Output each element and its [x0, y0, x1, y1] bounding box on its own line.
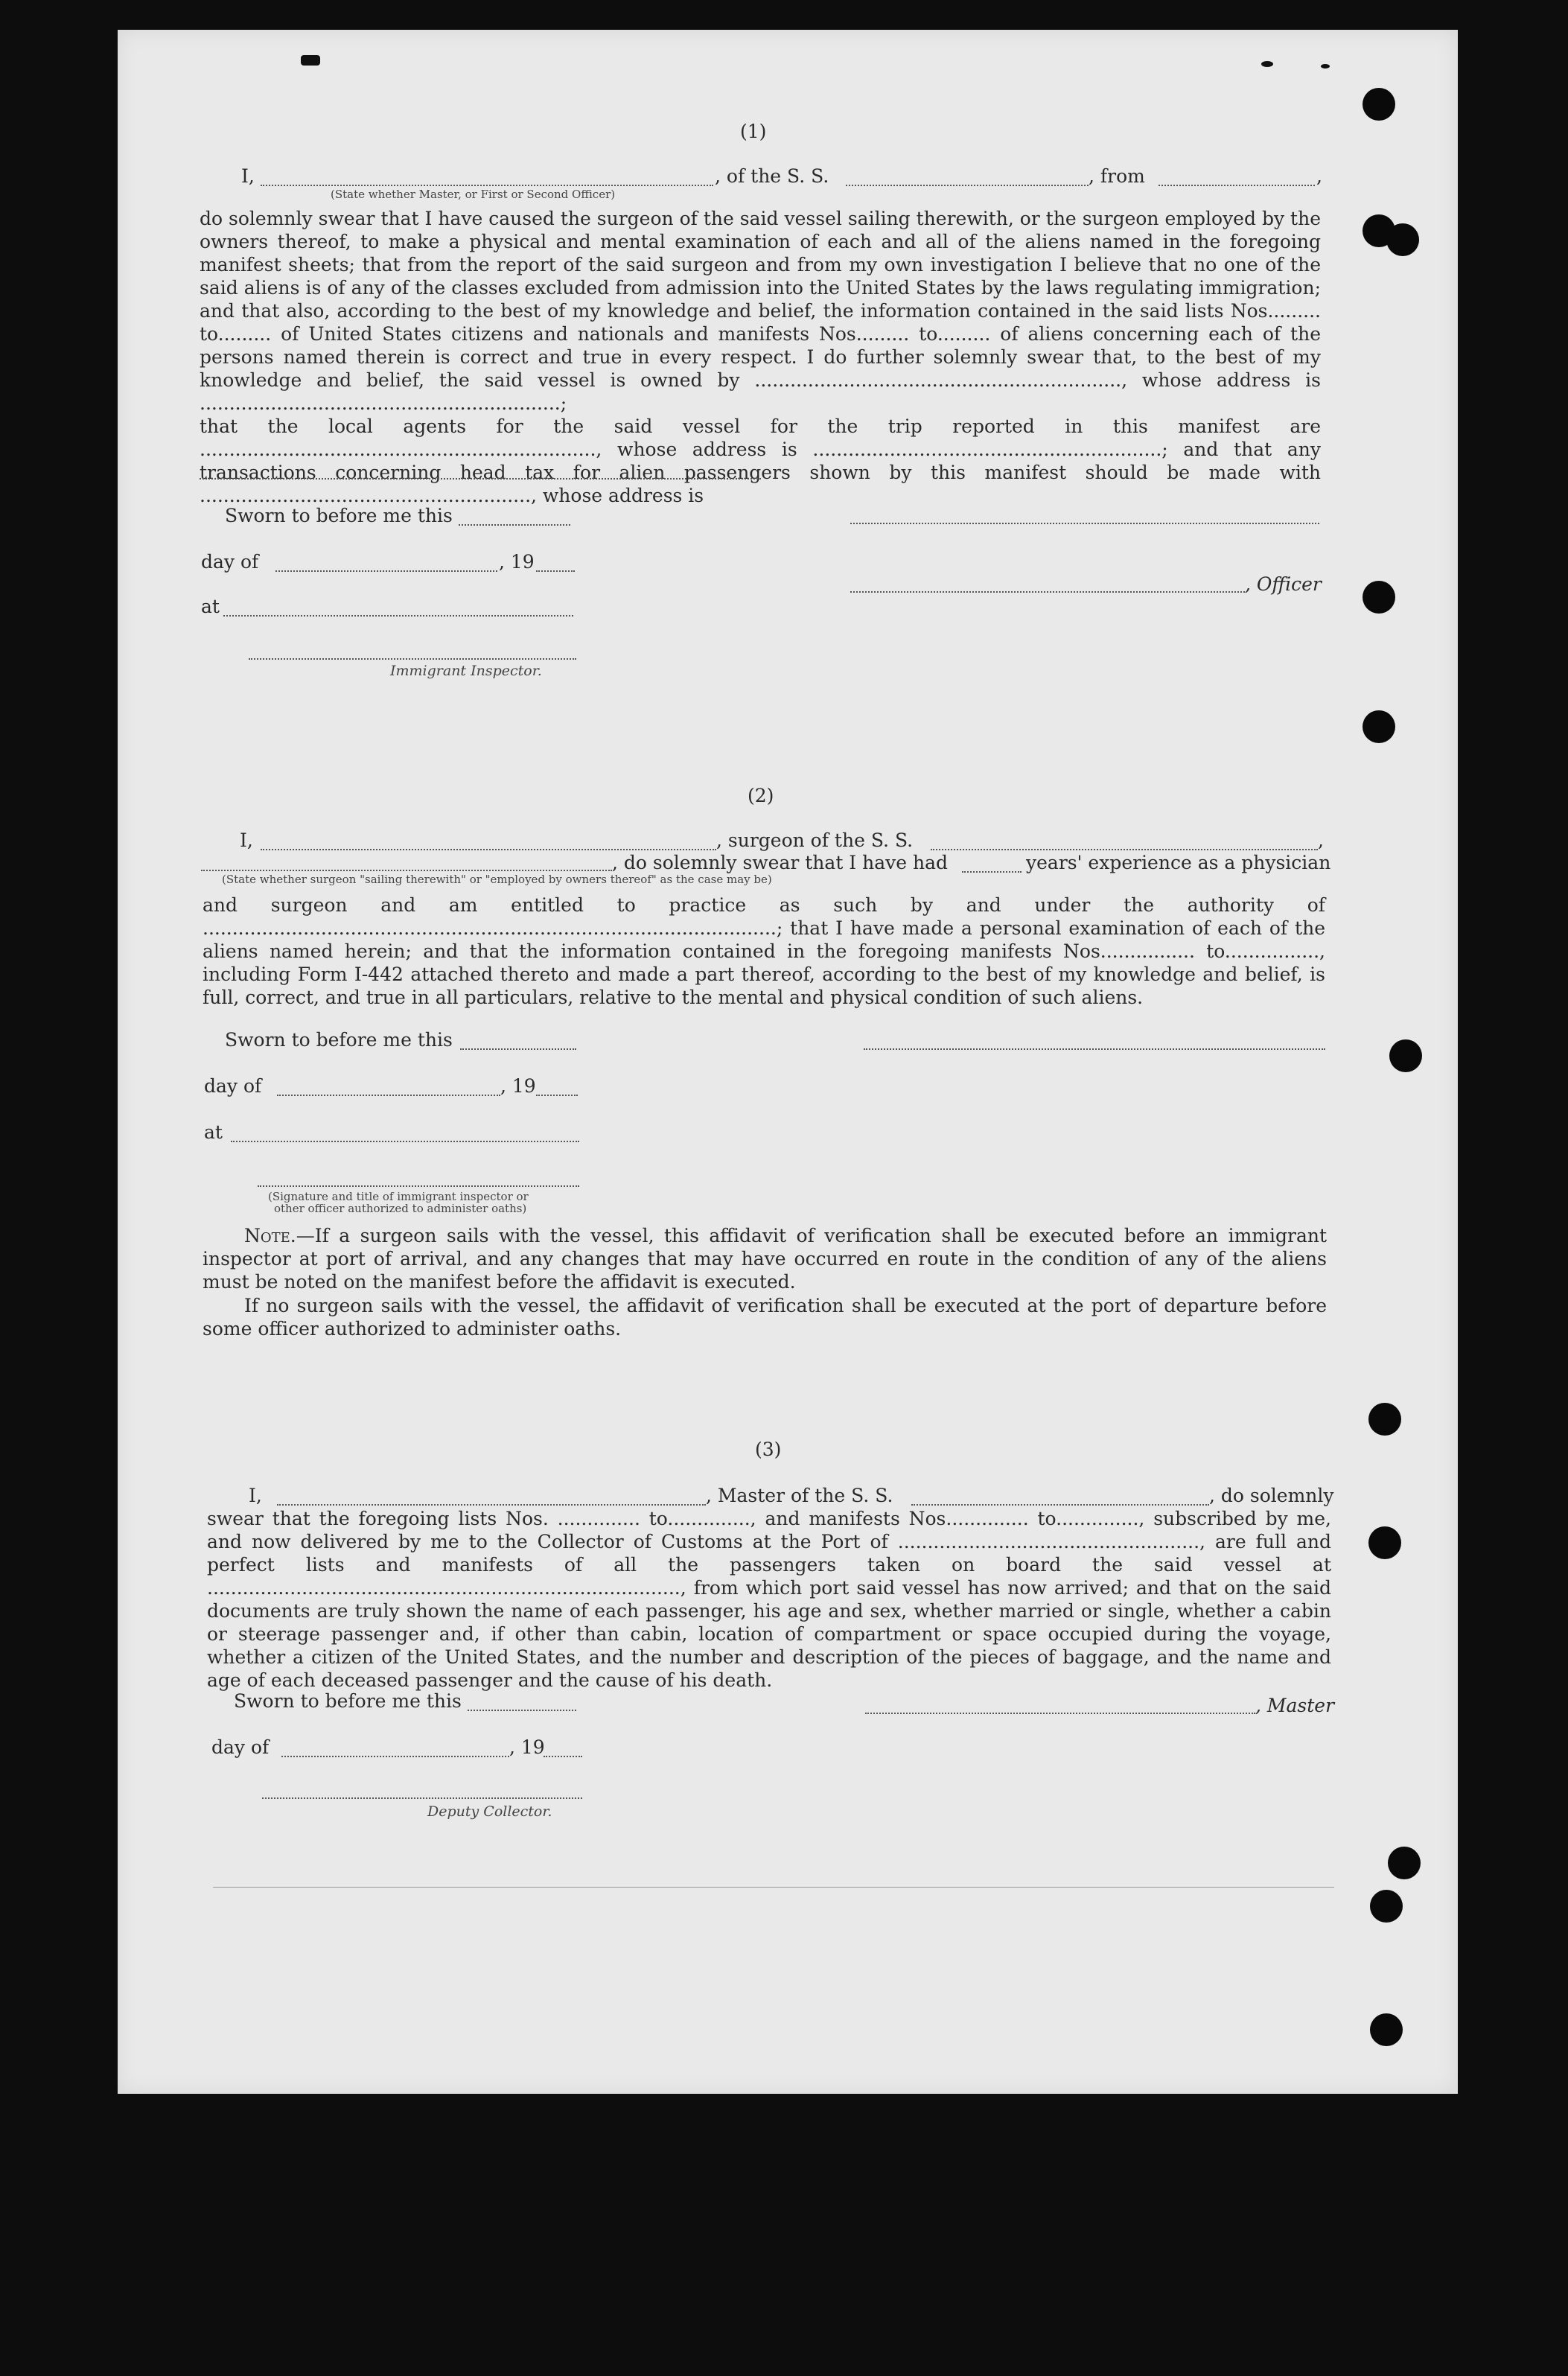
- section-1-number: (1): [740, 121, 767, 142]
- collector-signature-line: [262, 1797, 582, 1799]
- sworn-day-line-3: [468, 1710, 576, 1711]
- master-signature-line: [865, 1713, 1255, 1714]
- punch-hole: [1368, 1403, 1401, 1436]
- speck: [301, 55, 320, 66]
- section-2-surgeon-of-ss: , surgeon of the S. S.: [716, 829, 914, 851]
- punch-hole: [1370, 1890, 1403, 1923]
- address-continuation-line: [200, 478, 761, 480]
- officer-signature-line-2: [258, 1185, 579, 1187]
- at-line-2: [231, 1141, 579, 1142]
- note-paragraph-2: If no surgeon sails with the vessel, the affidavit of verification shall be executed at the port of departure before some officer authorized to administer oaths.: [203, 1295, 1327, 1340]
- day-of-line-1: [275, 570, 497, 572]
- section-3-master-of-ss: , Master of the S. S.: [706, 1485, 893, 1506]
- punch-hole: [1388, 1847, 1421, 1879]
- surgeon-status-line: [201, 870, 612, 871]
- officer-signature-line: [850, 591, 1245, 593]
- section-1-from: , from: [1089, 165, 1145, 187]
- section-2-years: years' experience as a physician: [1026, 852, 1331, 873]
- sworn-label-1: Sworn to before me this: [225, 505, 453, 526]
- section-1-i: I,: [241, 165, 255, 187]
- surgeon-vessel-line: [931, 849, 1318, 850]
- master-label: , Master: [1255, 1695, 1335, 1716]
- vessel-name-line: [846, 185, 1089, 186]
- year-label-1: , 19: [499, 551, 535, 573]
- note-label: Note.: [244, 1225, 296, 1246]
- year-line-2: [536, 1095, 578, 1096]
- section-1-body: [200, 207, 1321, 507]
- punch-hole: [1368, 1526, 1401, 1559]
- deputy-collector-caption: Deputy Collector.: [427, 1803, 552, 1820]
- section-1-paragraph-b: that the local agents for the said vessel for the trip reported in this manifest are ..................................................................., whose address is ...........................................................; and that any transactions concerning head tax for alien passengers shown by this manifest should be made with ........................................................, whose address is: [200, 415, 1321, 506]
- surgeon-signature-line: [864, 1048, 1325, 1050]
- section-1-comma: ,: [1316, 165, 1322, 187]
- at-label-2: at: [204, 1121, 223, 1143]
- speck: [1321, 64, 1330, 69]
- sworn-day-line-2: [460, 1048, 576, 1050]
- sworn-label-2: Sworn to before me this: [225, 1029, 453, 1051]
- bottom-rule: [213, 1887, 1334, 1888]
- officer-label: , Officer: [1245, 573, 1322, 595]
- day-of-label-3: day of: [211, 1736, 270, 1758]
- punch-hole: [1363, 88, 1395, 121]
- day-of-label-2: day of: [204, 1075, 262, 1097]
- section-3-vessel-line: [911, 1504, 1209, 1506]
- punch-hole: [1386, 223, 1419, 256]
- day-of-line-3: [281, 1756, 509, 1757]
- officer-signature-top-line: [850, 523, 1319, 524]
- section-3-do-solemnly: , do solemnly: [1209, 1485, 1334, 1506]
- from-port-line: [1159, 185, 1315, 186]
- sworn-day-line-1: [459, 524, 570, 526]
- section-3-i: I,: [249, 1485, 262, 1506]
- signature-caption-2: other officer authorized to administer oaths): [274, 1202, 527, 1215]
- year-label-2: , 19: [500, 1075, 536, 1097]
- note-paragraph: [203, 1224, 1327, 1293]
- section-2-i: I,: [240, 829, 253, 851]
- section-3-body: swear that the foregoing lists Nos. .............. to.............., and manifests Nos.............. to.............., subscribed by me, and now delivered by me to the Collector of Customs at the Port of ..................................................., are full and perfect lists and manifests of all the passengers taken on board the said vessel at ................................................................................, from which port said vessel has now arrived; and that on the said documents are truly shown the name of each passenger, his age and sex, whether married or single, whether a cabin or steerage passenger and, if other than cabin, location of compartment or space occupied during the voyage, whether a citizen of the United States, and the number and description of the pieces of baggage, and the name and age of each deceased passenger and the cause of his death.: [207, 1508, 1331, 1691]
- day-of-label-1: day of: [201, 551, 259, 573]
- at-line-1: [223, 615, 573, 617]
- year-label-3: , 19: [509, 1736, 545, 1758]
- punch-hole: [1370, 2013, 1403, 2046]
- section-3-master-name-line: [277, 1504, 706, 1506]
- section-2-comma: ,: [1318, 829, 1324, 851]
- year-line-1: [536, 570, 575, 572]
- year-line-3: [544, 1756, 582, 1757]
- section-1-paragraph-a: do solemnly swear that I have caused the surgeon of the said vessel sailing therewith, or the surgeon employed by the owners thereof, to make a physical and mental examination of each and all of the aliens named in the foregoing manifest sheets; that from the report of the said surgeon and from my own investigation I believe that no one of the said aliens is of any of the classes excluded from admission into the United States by the laws regulating immigration; and that also, according to the best of my knowledge and belief, the information contained in the said lists Nos......... to......... of United States citizens and nationals and manifests Nos......... to......... of aliens concerning each of the persons named therein is correct and true in every respect. I do further solemnly swear that, to the best of my knowledge and belief, the said vessel is owned by .............................................................., whose address is .............................................................;: [200, 208, 1321, 414]
- years-line: [962, 871, 1022, 873]
- inspector-signature-line-1: [249, 658, 576, 660]
- note-text: —If a surgeon sails with the vessel, this affidavit of verification shall be executed before an immigrant inspector at port of arrival, and any changes that may have occurred en route in the condition of any of the aliens must be noted on the manifest before the affidavit is executed.: [203, 1225, 1327, 1293]
- punch-hole: [1363, 581, 1395, 614]
- at-label-1: at: [201, 596, 220, 617]
- section-2-body: and surgeon and am entitled to practice as such by and under the authority of .................................................................................................; that I have made a personal examination of each of the aliens named herein; and that the information contained in the foregoing manifests Nos................ to................, including Form I-442 attached thereto and made a part thereof, according to the best of my knowledge and belief, is full, correct, and true in all particulars, relative to the mental and physical condition of such aliens.: [203, 894, 1325, 1008]
- master-name-line: [261, 185, 713, 186]
- caption-master: (State whether Master, or First or Second Officer): [331, 188, 616, 201]
- immigrant-inspector-caption: Immigrant Inspector.: [390, 663, 542, 679]
- caption-surgeon: (State whether surgeon "sailing therewith" or "employed by owners thereof" as the case may be): [222, 873, 772, 886]
- day-of-line-2: [277, 1095, 500, 1096]
- surgeon-name-line: [261, 849, 716, 850]
- section-2-swear: , do solemnly swear that I have had: [612, 852, 949, 873]
- signature-caption-1: (Signature and title of immigrant inspector or: [268, 1190, 529, 1203]
- section-3-number: (3): [755, 1439, 782, 1460]
- punch-hole: [1389, 1039, 1422, 1072]
- sworn-label-3: Sworn to before me this: [234, 1690, 462, 1712]
- speck: [1261, 61, 1273, 67]
- section-2-number: (2): [748, 785, 774, 806]
- section-1-of-ss: , of the S. S.: [715, 165, 829, 187]
- punch-hole: [1363, 710, 1395, 743]
